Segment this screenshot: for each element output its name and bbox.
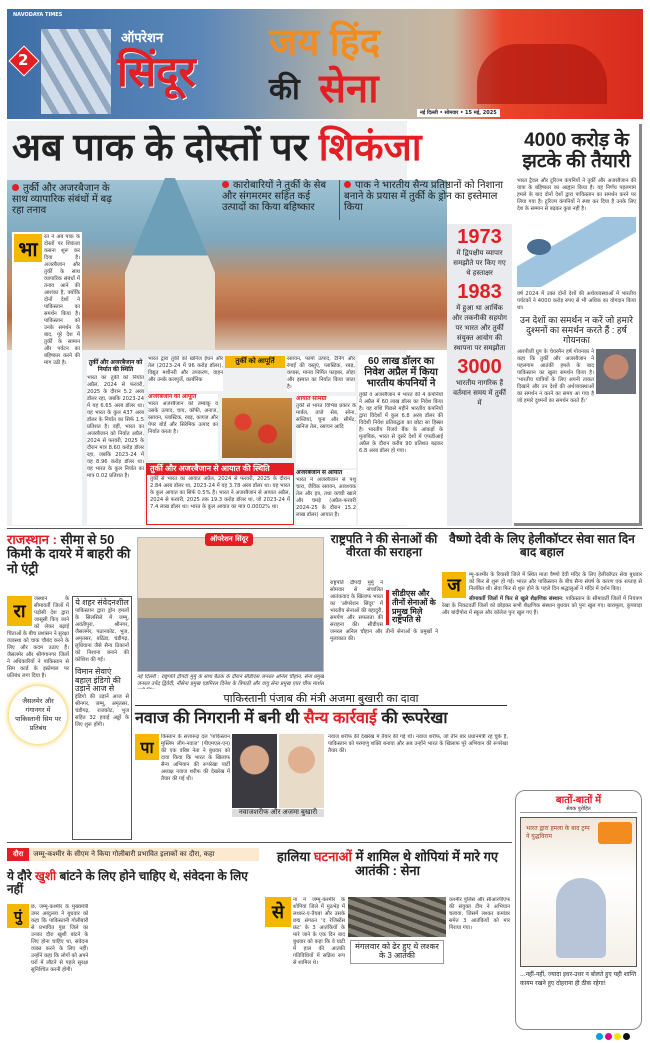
sidebar-body-2: वर्ष 2024 में उक्त दोनों देशों की अर्थव्यवस्थाओं में भारतीय पर्यटकों ने 4000 करोड़ रुपए से भी अधिक का योगदान किया था। xyxy=(517,290,636,311)
tour-tag: दौरा xyxy=(7,848,29,861)
nawaz-kicker: पाकिस्तानी पंजाब की मंत्री अजमा बुखारी का दावा xyxy=(135,693,507,706)
fact-3000 xyxy=(447,356,512,408)
lead-headline-text: अब पाक के दोस्तों पर xyxy=(12,127,309,169)
soldiers-graphic xyxy=(477,44,607,104)
nawaz-headline: नवाज की निगरानी में बनी थी सैन्य कार्रवाई की रूपरेखा xyxy=(135,710,448,727)
shopian-article xyxy=(265,897,345,1029)
invest-body: तुर्की व अजरबैजान में भारत की 4 कंपनियों ने अप्रैल में 60 लाख डॉलर का निवेश किया है। यह राशि पिछले महीने भारतीय कंपनियों द्वारा विदेशों में कुल 6.8 अरब डॉलर की विदेशी निवेश प्रतिबद्धता का छोटा सा हिस्सा है। भारतीय रिजर्व बैंक के आंकड़ों के मुताबिक, भारत से दूसरे देशों में एफडीआई अप्रैल के दौरान करीब 90 प्रतिशत बढ़कर 6.8 अरब डॉलर हो गया। xyxy=(359,392,443,454)
apples-photo xyxy=(222,398,292,458)
cartoon-caption: ...नहीं-नहीं, ज्यादा इधर-उधर न बोलते हुए यही शान्ति कायम रखने हुए दोहराना ही ठीक रहेगा! xyxy=(520,971,637,987)
president-body: राष्ट्रपति द्रौपदी मुर्मु ने सोमवार से संचालित आतंकवाद के खिलाफ भारत का 'ऑपरेशन सिंदूर' में भारतीय सेनाओं की बहादुरी, समर्पण और सफलता की सराहना की। सीडीएस जनरल अनिल चौहान और तीनों सेनाओं के प्रमुखों ने मुलाकात की। xyxy=(330,580,438,642)
fact-year: 1973 xyxy=(457,226,502,248)
az-supply-heading: अजरबैजान को आपूर्ति xyxy=(148,394,197,400)
president-article xyxy=(330,580,438,688)
goenka-heading: उन देशों का समर्थन न करें जो हमारे दुश्मनों का समर्थन करते हैं : हर्ष गोयनका xyxy=(520,314,633,345)
kicker-operation: ऑपरेशन xyxy=(121,30,164,45)
facts-column xyxy=(447,224,512,526)
vaishno-subbody: : पाकिस्तान के सीमावर्ती जिलों में नियंत्रण रेखा के निकटवर्ती जिलों को छोड़कर सभी शैक्षणिक संस्थान बुधवार को पुनः खुल गए। बारामूला, कुपवाड़ा और बांदीपोरा में स्कूल और कॉलेज पुनः खुल गए हैं। xyxy=(442,596,642,616)
lead-article xyxy=(12,232,82,525)
sensitive-cities-box xyxy=(72,596,132,840)
fact-text: में द्विपक्षीय व्यापार समझौते पर किए गए थे हस्ताक्षर xyxy=(453,249,506,277)
flights-heading: विमान सेवाएं बहाल इंडिगो की उड़ानें आज से xyxy=(75,666,121,694)
missiles-graphic xyxy=(41,29,111,114)
rajasthan-body: जस्थान के सीमावर्ती जिलों में पड़ोसी देश द्वारा जासूसी किए जाने को लेकर बढ़ाई चिंताओं के बीच प्रशासन ने सुरक्षा व्यवस्था को चाक चौबंद करने के लिए और कदम उठाए हैं। जैसलमेर और श्रीगंगानगर जिलों ने अधिकारियों ने पाकिस्तान से सिम कार्ड के इस्तेमाल पर प्रतिबंध लगा दिया है। xyxy=(7,596,69,679)
airplane-graphic xyxy=(517,217,636,287)
shopian-photo-caption: मंगलवार को ढेर हुए थे लश्कर के 3 आतंकी xyxy=(350,940,444,964)
page-number: 2 xyxy=(18,51,29,69)
export-box xyxy=(87,360,144,525)
export-body: भारत का तुर्की को निर्यात अप्रैल, 2024 से फरवरी, 2025 के दौरान 5.2 अरब डॉलर रहा, जबकि 2023-24 में यह 6.65 अरब डॉलर था। यह भारत के कुल 437 अरब डॉलर के निर्यात का सिर्फ 1.5 प्रतिशत है। वहीं, भारत का अजरबैजान को निर्यात अप्रैल, 2024 से फरवरी, 2025 के दौरान मात्र 8.60 करोड़ डॉलर रहा, जबकि 2023-24 में यह 8.96 करोड़ डॉलर था। यह भारत के कुल निर्यात का मात्र 0.02 प्रतिशत है। xyxy=(87,375,144,480)
dropcap: भा xyxy=(14,234,42,262)
fact-1983 xyxy=(447,281,512,353)
vaishno-article xyxy=(442,572,642,687)
president-highlight: सीडीएस और तीनों सेनाओं के प्रमुख मिले राष्ट्रपति से xyxy=(386,590,438,625)
tour-article xyxy=(7,904,259,1028)
supply-cont: रसायन, फार्मा उत्पाद, टैनिंग और रंगाई की वस्तुएं, प्लास्टिक, रबड़, कपास, मानव निर्मित फाइबर, लोहा और इस्पात का निर्यात किया जाता है। xyxy=(287,356,355,390)
weapons-photo xyxy=(348,897,446,937)
lead-bullet-3: पाक ने भारतीय सैन्य प्रतिष्ठानों को निशाना बनाने के प्रयास में तुर्की के ड्रोन का इस्तेमाल किया xyxy=(344,180,504,213)
fact-year: 1983 xyxy=(457,281,502,303)
bukhari-photo xyxy=(279,734,324,808)
section-divider xyxy=(7,842,512,843)
supply-label: तुर्की को आपूर्ति xyxy=(225,356,285,368)
lead-bullet-2: कारोबारियों ने तुर्की के सेब और संगमरमर सहित कई उत्पादों का किया बहिष्कार xyxy=(222,180,327,213)
az-supply xyxy=(148,394,218,460)
fact-1973 xyxy=(447,226,512,278)
tour-headline: ये दौरे खुशी बांटने के लिए होने चाहिए थे, संवेदना के लिए नहीं xyxy=(7,869,248,897)
supply-intro: भारत द्वारा तुर्की को खनिज ईंधन और तेल (2023-24 में 96 करोड़ डॉलर), विद्युत मशीनरी और उपकरण, वाहन और उनके कलपुर्जे, कार्बनिक xyxy=(148,356,223,391)
fact-text: भारतीय नागरिक हैं वर्तमान समय में तुर्की में xyxy=(453,379,506,407)
import-goods-heading: आयात सामग्री xyxy=(296,396,327,402)
nawaz-body-2: नवाज शरीफ की देखरेख में तैयार की गई थी। नवाज शरीफ, जो तीन बार प्रधानमंत्री रह चुके हैं, पाकिस्तान को परमाणु शक्ति बनाया और अब उन्होंने भारत के खिलाफ पूरे अभियान की रूपरेखा तैयार की। xyxy=(328,734,508,754)
color-registration-marks xyxy=(596,1033,630,1040)
lead-headline-accent: शिकंजा xyxy=(318,127,422,169)
vaishno-subhead: सीमावर्ती जिलों में फिर से खुले शैक्षणिक संस्थान xyxy=(469,596,562,602)
import-status-body: तुर्की से भारत का आयात अप्रैल, 2024 से फरवरी, 2025 के दौरान 2.84 अरब डॉलर था, 2023-24 में यह 3.78 अरब डॉलर था। यह भारत के कुल आयात का सिर्फ 0.5% है। भारत ने अजरबैजान से आयात अप्रैल, 2024 से फरवरी, 2025 तक 19.3 करोड़ डॉलर था, जो 2023-24 में 7.4 लाख डॉलर था। भारत के कुल आयात का मात्र 0.0002% था। xyxy=(150,475,290,510)
lead-body: रत ने अब पाक के दोस्तों पर शिकंजा कसना शुरू कर दिया है। अजरबैजान और तुर्की के साथ व्यापारिक संबंधों में तनाव आने की आशंका है, क्योंकि दोनों देशों ने पाकिस्तान का समर्थन किया है। पाकिस्तान को उनके समर्थन के बाद, पूरे देश में तुर्की के सामान और पर्यटन का बहिष्कार करने की मांग उठी है। xyxy=(44,234,80,366)
az-import-body: भारत ने अजरबैजान से पशु चारा, जैविक रसायन, आवश्यक तेल और इत्र, तथा कच्ची खाले और चमड़े (अप्रैल-फरवरी 2024-25 के दौरान 15.2 लाख डॉलर) आयात है। xyxy=(296,476,356,518)
fact-year: 3000 xyxy=(457,356,502,378)
flights-body: इंडिगो की उड़ानें आज से श्रीनगर, जम्मू, अमृतसर, चंडीगढ़, राजकोट, भुज सहित 32 हवाई अड्डों के लिए शुरू होंगी। xyxy=(75,694,129,729)
cartoon-sign: भारत द्वारा हमला के बाद ट्रम्प ने युद्धविराम xyxy=(526,825,590,840)
nawaz-photo-caption: नवाजशरीफ और अजमा बुखारी xyxy=(232,809,324,817)
cartoon-placard xyxy=(598,822,632,844)
tour-kicker: जम्मू-कश्मीर के सीएम ने किया गोलीबारी प्रभावित इलाकों का दौरा, कहा xyxy=(33,850,215,858)
photo-caption: नई दिल्ली : राष्ट्रपति द्रौपदी मुर्मु के साथ बैठक के दौरान सीडीएस जनरल अनिल चौहान, सेना प्रमुख जनरल उपेंद्र द्विवेदी, नौसेना प्रमुख एडमिरल दिनेश के त्रिपाठी और वायु सेना प्रमुख एयर चीफ मार्शल xyxy=(137,674,324,687)
paper-name: NAVODAYA TIMES xyxy=(13,12,63,18)
section-divider xyxy=(7,528,643,529)
masthead-banner xyxy=(7,9,643,119)
tour-kicker-bar xyxy=(7,848,259,861)
az-import-heading: अजरबैजान से आयात xyxy=(296,470,343,476)
rajasthan-headline: राजस्थान : सीमा से 50 किमी के दायरे में बाहरी की नो एंट्री xyxy=(7,532,131,576)
cartoon-figure xyxy=(556,878,606,958)
goenka-photo xyxy=(596,349,636,394)
divider xyxy=(339,180,340,220)
dateline: नई दिल्ली • सोमवार • 15 मई, 2025 xyxy=(417,109,500,117)
vaishno-subsection xyxy=(442,596,642,617)
lead-bullet-1: तुर्की और अजरबैजान के साथ व्यापारिक संबंधों में बढ़ रहा तनाव xyxy=(12,183,112,216)
pull-quote-text: जैसलमेर और गंगानगर में पाकिस्तानी सिम पर प्रतिबंध xyxy=(15,697,61,732)
photo-badge: ऑपरेशन सिंदूर xyxy=(205,533,253,546)
rajasthan-article xyxy=(7,596,69,840)
cartoon-image xyxy=(520,817,637,967)
nawaz-photo xyxy=(232,734,277,808)
title-jai-hind: जय हिंद xyxy=(269,22,380,64)
cartoon-credit: सेवक पुरोहित xyxy=(520,806,637,813)
goenka-body: आरपीजी ग्रुप के चेयरमैन हर्ष गोयनका ने कहा कि तुर्की और अजरबैजान ने पहलगाम आतंकी हमले के बाद पाकिस्तान का खुला समर्थन किया है। 'भारतीय यात्रियों के लिए अपनी ताकत दिखाने और उन देशों की अर्थव्यवस्थाओं का समर्थन न करने का समय आ गया है जो हमारे दुश्मनों का समर्थन करते हैं।' xyxy=(517,349,594,405)
vaishno-headline: वैष्णो देवी के लिए हेलीकॉप्टर सेवा सात दिन बाद बहाल xyxy=(449,532,635,560)
fact-text: में हुआ था आर्थिक और तकनीकी सहयोग पर भारत और तुर्की संयुक्त आयोग की स्थापना पर समझौता xyxy=(452,304,507,352)
import-goods-body: तुर्की से भारत विभिन्न प्रकार के मार्बल, ताजे सेब, सोना, सब्जियां, चूना और सीमेंट, खनिज तेल, रसायन आदि xyxy=(296,402,356,430)
operation-title: सिंदूर xyxy=(117,48,196,95)
dropcap: ज xyxy=(442,572,466,598)
title-ki: की xyxy=(269,73,300,106)
cartoon-title: बातों-बातों में xyxy=(555,795,602,806)
az-supply-body: भारत अजरबैजान को तम्बाकू व उसके उत्पाद, चाय, कॉफी, अनाज, रसायन, प्लास्टिक, रबड़, कागज और पेपर बोर्ड और सिरेमिक उत्पाद का निर्यात करता है। xyxy=(148,400,218,435)
sidebar-headline: 4000 करोड़ के झटके की तैयारी xyxy=(522,130,631,172)
nawaz-article xyxy=(135,734,230,838)
president-photo xyxy=(137,537,324,672)
sensitive-body: पाकिस्तान द्वारा ड्रोन हमलों के सिलसिले में जम्मू, अवंतीपुरा, श्रीनगर, जैसलमेर, पठानकोट, भुज, अमृतसर, बठिंडा, चंडीगढ़, लुधियाना जैसे सैन्य ठिकानों को निशाना बनाने की कोशिश की गई। xyxy=(75,607,129,663)
dropcap: पुं xyxy=(7,904,29,928)
vaishno-body: म्मू-कश्मीर के रियासी जिले में स्थित माता वैष्णो देवी मंदिर के लिए हेलीकॉप्टर सेवा बुधवार को फिर से शुरू हो गई। भारत और पाकिस्तान के बीच सैन्य संघर्ष के कारण एक सप्ताह से निलंबित थी। सेवा फिर से शुरू होने के पहले दिन श्रद्धालुओं ने मंदिर में दर्शन किए। xyxy=(469,572,642,592)
lead-headline xyxy=(12,128,422,170)
sensitive-heading: ये शहर संवेदनशील xyxy=(75,598,129,607)
shopian-body: ना ने जम्मू-कश्मीर के शोपियां जिले में मुठभेड़ में लश्कर-ए-तैयबा और उसके छद्म संगठन 'द रेजिस्टेंस फ्रंट' के 3 आतंकियों के मारे जाने के एक दिन बाद बुधवार को कहा कि वे घाटी में हाल की आतंकी गतिविधियों में सक्रिय रूप से शामिल थे। xyxy=(293,897,345,966)
invest-heading: 60 लाख डॉलर का निवेश अप्रैल में किया भारतीय कंपनियों ने xyxy=(364,356,438,389)
invest-box xyxy=(358,355,444,525)
az-import xyxy=(296,470,356,525)
nawaz-body: किस्तान के सत्तारूढ़ दल 'पाकिस्तान मुस्लिम लीग-नवाज' (पीएमएल-एन) की एक वरिष्ठ नेता ने बुधवार को दावा किया कि भारत के खिलाफ सैन्य अभियान की रूपरेखा पार्टी अध्यक्ष नवाज शरीफ की देखरेख में तैयार की गई थी। xyxy=(161,734,230,782)
title-sena: सेना xyxy=(319,67,379,111)
pull-quote xyxy=(9,686,67,744)
dropcap: रा xyxy=(7,596,32,626)
president-headline: राष्ट्रपति ने की सेनाओं की वीरता की सराहना xyxy=(330,532,438,560)
export-heading: तुर्की और अजरबैजान को निर्यात की स्थिति xyxy=(88,360,143,373)
tour-body: छ, जम्मू-कश्मीर के मुख्यमंत्री उमर अब्दुल्ला ने बुधवार को कहा कि पाकिस्तानी गोलीबारी से प्रभावित पुंछ जिले का उनका दौरा खुशी बांटने के लिए होना चाहिए था, संवेदना व्यक्त करने के लिए नहीं। उन्होंने कहा कि लोगों को अपने घरों में लौटने से पहले सुरक्षा सुनिश्चित करनी होगी। xyxy=(31,904,89,973)
sidebar-body: भारत ट्रैवल और टूरिज्म कंपनियों ने तुर्की और अजरबैजान की यात्रा के बहिष्कार का आह्वान किया है। यह निर्णय पहलगाम हमले के बाद दोनों देशों द्वारा पाकिस्तान का समर्थन करने पर लिया गया है। टूरिज्म कंपनियों ने स्पष्ट कर दिया है उनके लिए देश के सम्मान से बढ़कर कुछ नहीं है। xyxy=(517,177,636,212)
import-goods xyxy=(296,396,356,468)
shopian-body-2: कश्मीर पुलिस और सीआरपीएफ की संयुक्त टीम ने अभियान चलाया, जिसमें लश्कर कमांडर समेत 3 आतंकियों को मार गिराया गया। xyxy=(449,897,510,931)
shopian-headline: हालिया घटनाओं में शामिल थे शोपियां में मारे गए आतंकी : सेना xyxy=(276,849,499,879)
dropcap: पा xyxy=(135,734,159,760)
dropcap: से xyxy=(265,897,291,927)
import-status-heading: तुर्की और अजरबैजान से आयात की स्थिति xyxy=(147,464,293,475)
import-status xyxy=(146,463,294,525)
sidebar-box xyxy=(514,124,642,526)
cartoon-box xyxy=(515,790,642,1030)
